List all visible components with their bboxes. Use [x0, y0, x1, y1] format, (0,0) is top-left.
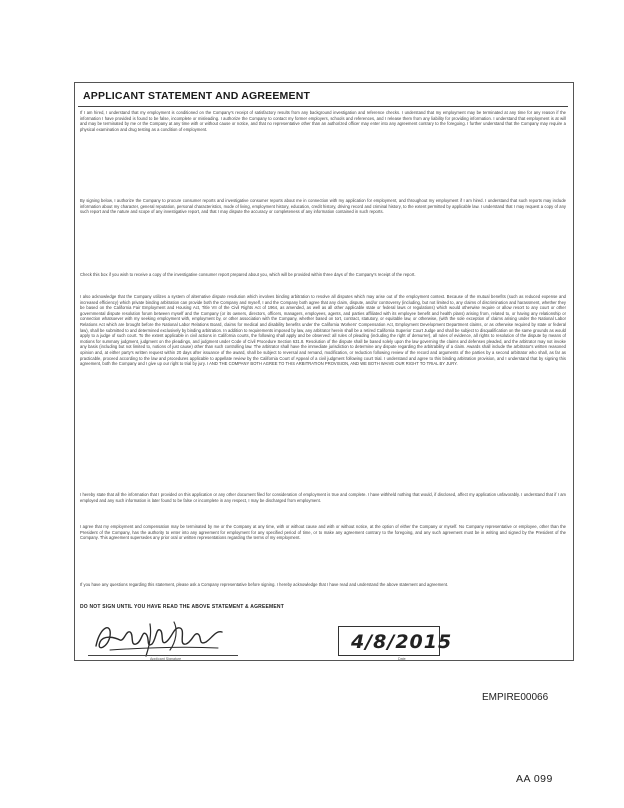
date-box — [338, 626, 453, 656]
handwritten-signature — [90, 616, 230, 660]
signature-line — [88, 655, 238, 656]
do-not-sign-warning: DO NOT SIGN UNTIL YOU HAVE READ THE ABOVE STATEMENT & AGREEMENT — [80, 604, 284, 610]
date-caption: Date — [398, 657, 406, 661]
paragraph-report-copy: Check this box if you wish to receive a copy of the investigative consumer report prepared about you, which will be provided within three days of the Company's receipt of the report. — [80, 272, 416, 277]
paragraph-at-will: I agree that my employment and compensation may be terminated by me or the Company at any time, with or without cause and with or without notice, at the option of either the Company or myself. No Company representative or employee, other than the President of the Company, has the authority to enter into any agreement for employment for any specified period of time, or to make any agreement contrary to the foregoing, and any such agreement must be in writing and signed by the President of the Company. This agreement supersedes any prior oral or written representations regarding the terms of my employment. — [80, 524, 566, 541]
exhibit-number: AA 099 — [516, 773, 553, 785]
paragraph-background-authorization: By signing below, I authorize the Company to procure consumer reports and investigative consumer reports about me in connection with my application for employment, and throughout my employment if I am hired. I understand that such reports may include information about my character, general reputation, personal characteristics, mode of living, employment history, education, credit history, driving record and criminal history, to the extent permitted by applicable law. I understand that I may request a copy of any such report and the nature and scope of any investigative report, and that I may dispute the accuracy or completeness of any information contained in such reports. — [80, 198, 566, 215]
signature-caption: Applicant Signature — [150, 657, 182, 661]
paragraph-employment-conditions: If I am hired, I understand that my employment is conditioned on the Company's receipt of satisfactory results from any background investigation and reference checks. I understand that my employment may be terminated at any time for any reason if the information I have provided is found to be false, incomplete or misleading. I authorize the Company to contact my former employers, schools and references, and I release them from any liability for providing information. I understand that employment is at will and may be terminated by me or the Company at any time with or without cause or notice, and that no representative other than an authorized officer may enter into any agreement contrary to the foregoing. I further understand that the Company may require a physical examination and drug testing as a condition of employment. — [80, 110, 566, 132]
paragraph-questions: If you have any questions regarding this statement, please ask a Company representative before signing. I hereby acknowledge that I have read and understand the above statement and agreement. — [80, 582, 449, 587]
bates-number: EMPIRE00066 — [482, 692, 549, 703]
paragraph-arbitration: I also acknowledge that the Company utilizes a system of alternative dispute resolution which involves binding arbitration to resolve all disputes which may arise out of the employment context. Because of the mutual benefits (such as reduced expense and increased efficiency) which private binding arbitration can provide both the Company and myself, I and the Company both agree that any claim, dispute, and/or controversy (including, but not limited to, any claims of discrimination and harassment, whether they be based on the California Fair Employment and Housing Act, Title VII of the Civil Rights Act of 1964, as amended, as well as all other applicable state or federal laws or regulations) which would otherwise require or allow resort to any court or other governmental dispute resolution forum between myself and the Company (or its owners, directors, officers, managers, employees, agents, and parties affiliated with its employee benefit and health plans) arising from, related to, or having any relationship or connection whatsoever with my seeking employment with, employment by, or other association with the Company, whether based on tort, contract, statutory, or equitable law, or otherwise, (with the sole exception of claims arising under the National Labor Relations Act which are brought before the National Labor Relations Board, claims for medical and disability benefits under the California Workers' Compensation Act, Employment Development Department claims, or as otherwise required by state or federal law), shall be submitted to and determined exclusively by binding arbitration. In addition to requirements imposed by law, any arbitrator herein shall be a retired California Superior Court Judge and shall be subject to disqualification on the same grounds as would apply to a judge of such court. To the extent applicable in civil actions in California courts, the following shall apply and be observed: all rules of pleading (including the right of demurrer), all rules of evidence, all rights to resolution of the dispute by means of motions for summary judgment, judgment on the pleadings, and judgment under Code of Civil Procedure Section 631.8. Resolution of the dispute shall be based solely upon the law governing the claims and defenses pleaded, and the arbitrator may not invoke any basis (including but not limited to, notions of just cause) other than such controlling law. The arbitrator shall have the immediate jurisdiction to determine any dispute regarding the arbitrability of a claim. Awards shall include the arbitrator's written reasoned opinion and, at either party's written request within 20 days after issuance of the award, shall be subject to reversal and remand, modification, or reduction following review of the record and arguments of the parties by a second arbitrator who shall, as far as practicable, proceed according to the law and procedures applicable to appellate review by the California Court of Appeal of a civil judgment following court trial. I understand and agree to this binding arbitration provision, and I understand that by signing this agreement, both the Company and I give up our right to trial by jury. I AND THE COMPANY BOTH AGREE TO THIS ARBITRATION PROVISION, AND WE BOTH WAIVE OUR RIGHT TO TRIAL BY JURY. — [80, 294, 566, 367]
paragraph-truthfulness: I hereby state that all the information that I provided on this application or any other document filed for consideration of employment is true and complete. I have withheld nothing that would, if disclosed, affect my application unfavorably. I understand that if I am employed and any such information is later found to be false or incomplete in any respect, I may be discharged from employment. — [80, 492, 566, 503]
title-bar — [78, 86, 378, 108]
date-value: 4/8/2015 — [351, 631, 453, 653]
document-title: APPLICANT STATEMENT AND AGREEMENT — [83, 90, 311, 102]
title-underline — [78, 106, 568, 107]
